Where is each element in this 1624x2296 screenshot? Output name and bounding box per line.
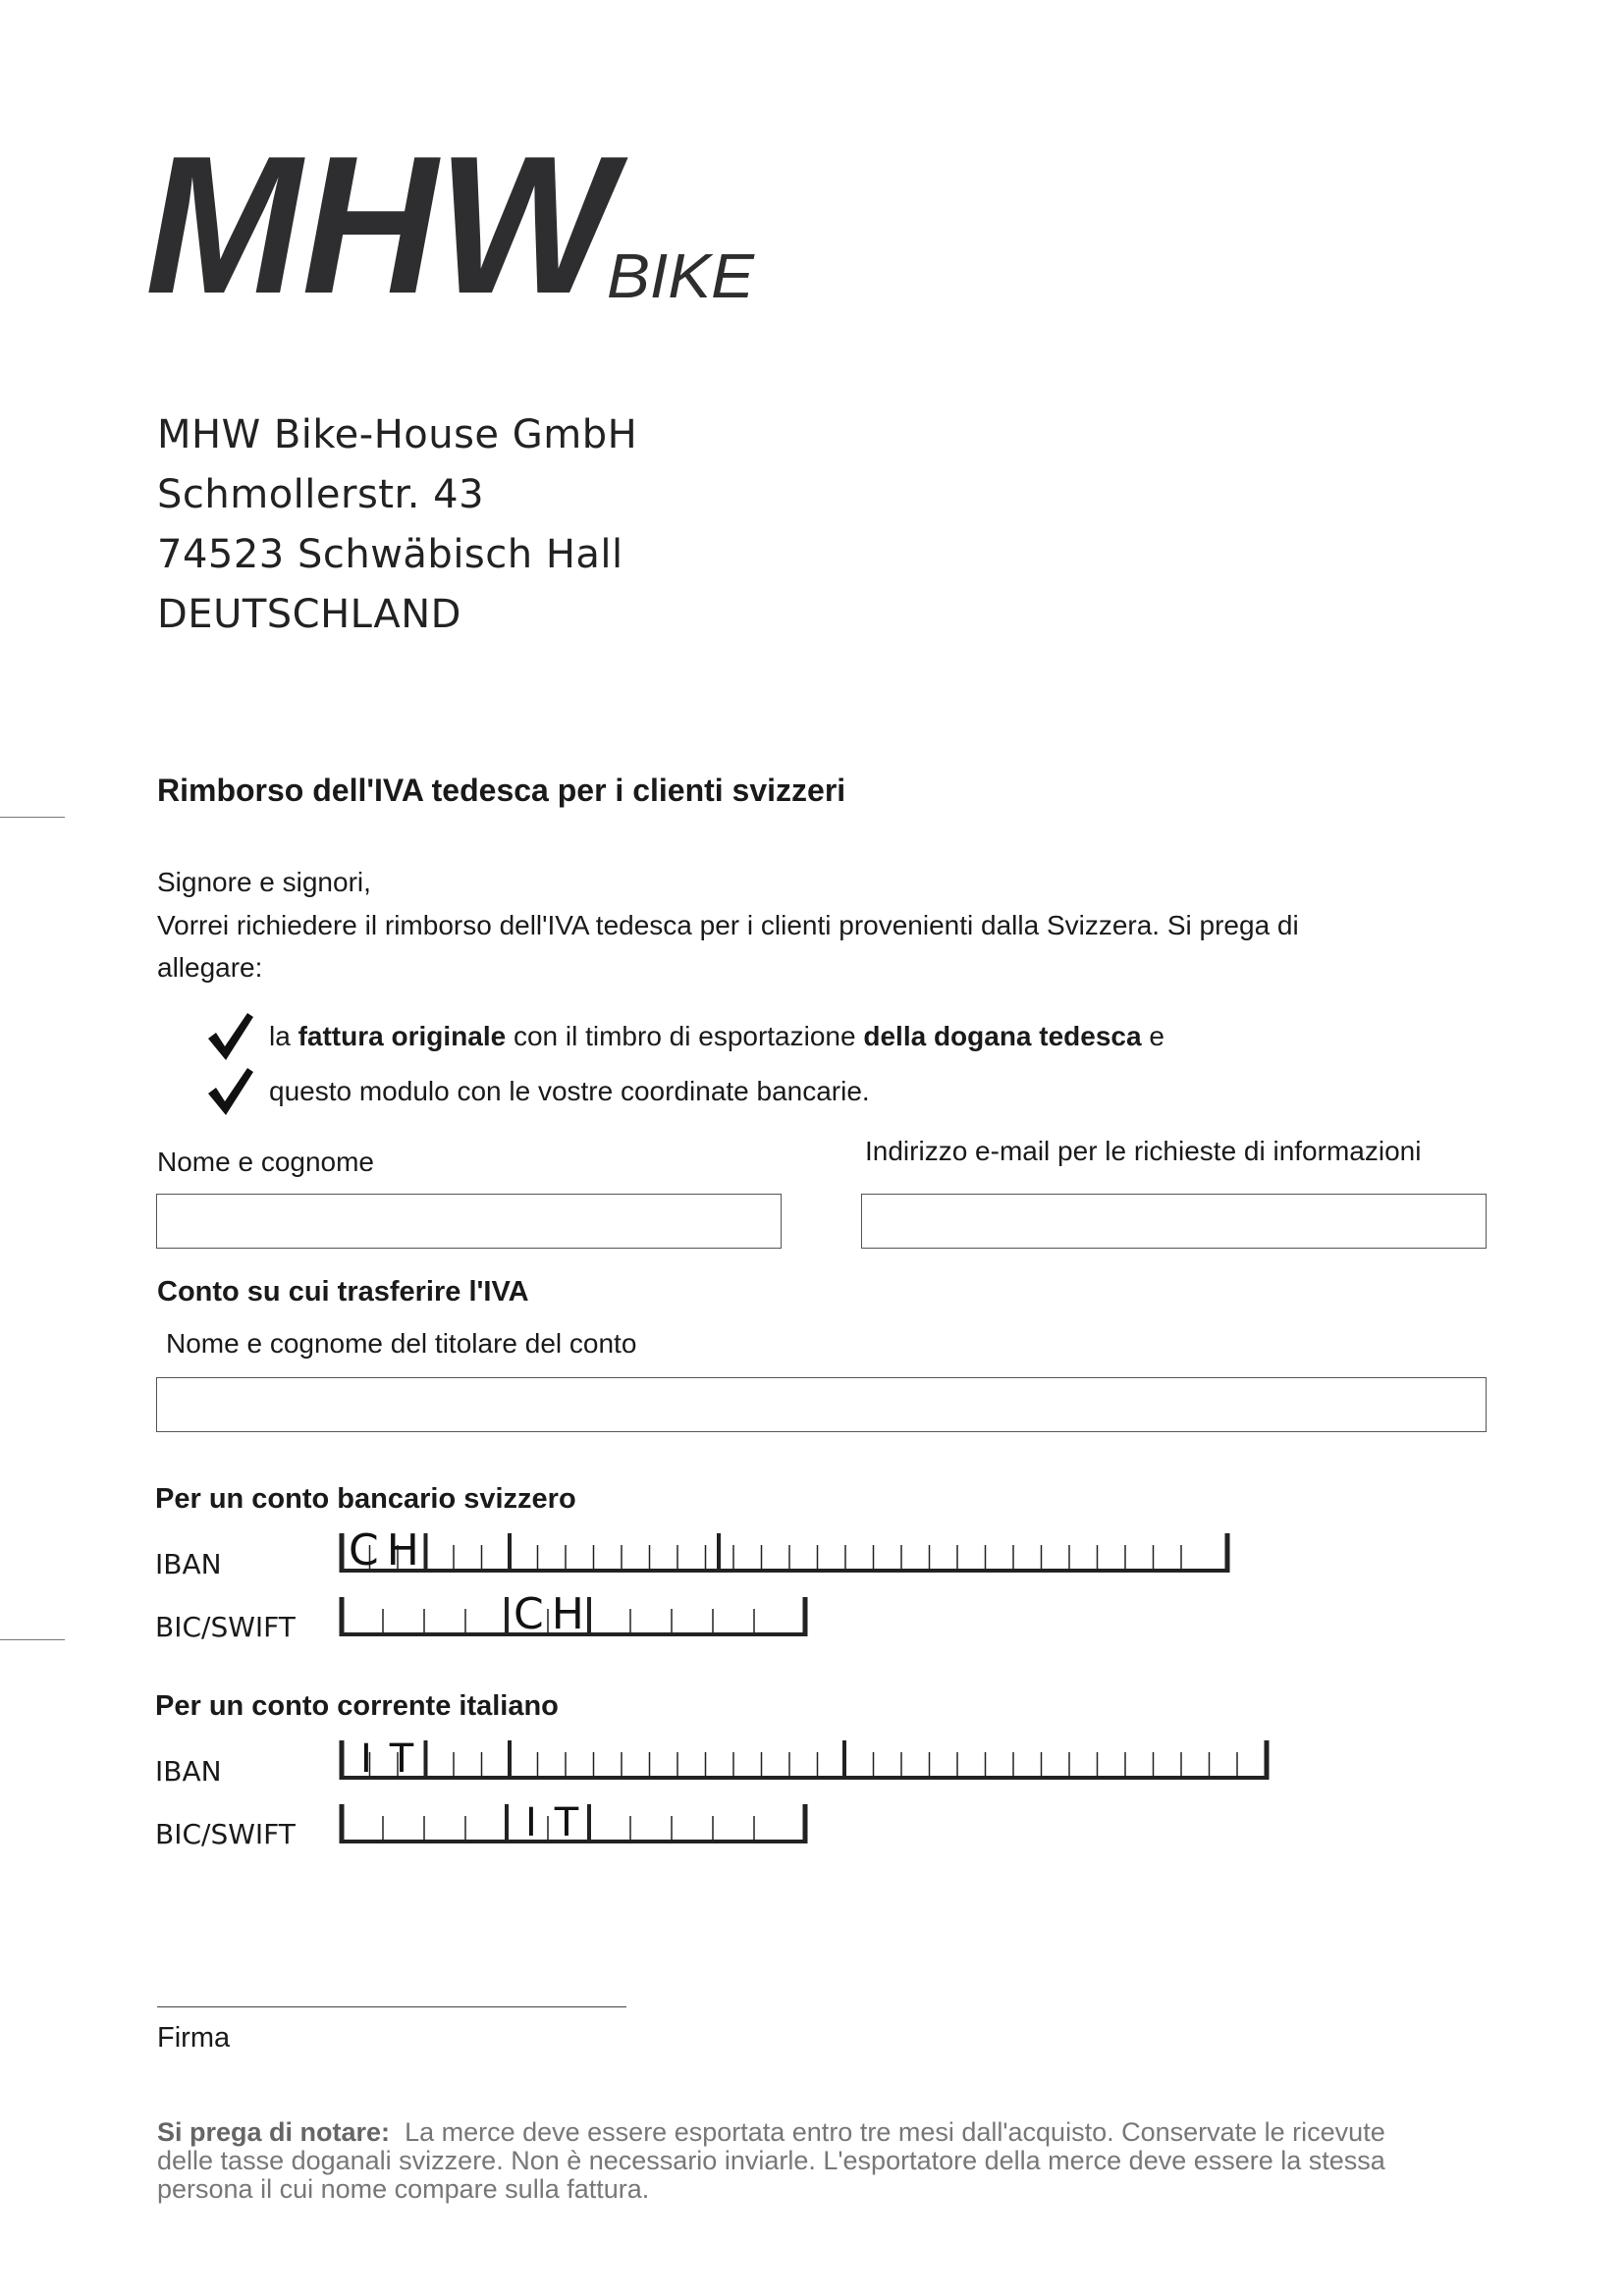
name-label: Nome e cognome — [157, 1147, 375, 1177]
checkmark-icon — [206, 1011, 255, 1062]
swiss-bic-country-code: CH — [514, 1589, 592, 1639]
greeting: Signore e signori, — [157, 867, 371, 897]
signature-label: Firma — [157, 2022, 231, 2054]
account-holder-label: Nome e cognome del titolare del conto — [166, 1328, 637, 1359]
note-text-3: persona il cui nome compare sulla fattura. — [157, 2174, 650, 2204]
swiss-bic-label: BIC/SWIFT — [155, 1611, 296, 1643]
fold-mark-bottom — [0, 1639, 65, 1640]
italian-iban-label: IBAN — [155, 1755, 222, 1788]
note-block — [157, 2118, 1453, 2204]
checklist-item-form: questo modulo con le vostre coordinate bancarie. — [206, 1066, 870, 1117]
name-field[interactable] — [156, 1194, 782, 1249]
intro-line-1: Vorrei richiedere il rimborso dell'IVA tedesca per i clienti provenienti dalla Svizzera. Si prega di — [157, 910, 1299, 940]
company-logo — [145, 145, 764, 302]
italian-account-heading: Per un conto corrente italiano — [155, 1690, 559, 1722]
italian-iban-comb-field[interactable] — [339, 1731, 1272, 1789]
logo-subtitle: BIKE — [607, 240, 756, 302]
address-line-street: Schmollerstr. 43 — [157, 472, 485, 517]
note-label: Si prega di notare: — [157, 2117, 391, 2147]
swiss-iban-label: IBAN — [155, 1548, 222, 1580]
swiss-iban-comb-field[interactable] — [339, 1523, 1232, 1582]
note-text-2: delle tasse doganali svizzere. Non è necessario inviarle. L'esportatore della merce deve essere la stessa — [157, 2146, 1385, 2175]
fold-mark-top — [0, 817, 65, 818]
swiss-account-heading: Per un conto bancario svizzero — [155, 1483, 576, 1515]
email-field[interactable] — [861, 1194, 1487, 1249]
italian-bic-label: BIC/SWIFT — [155, 1818, 296, 1850]
address-line-company: MHW Bike-House GmbH — [157, 412, 638, 457]
signature-line[interactable] — [157, 2006, 626, 2007]
form-title: Rimborso dell'IVA tedesca per i clienti svizzeri — [157, 773, 846, 808]
account-heading: Conto su cui trasferire l'IVA — [157, 1276, 529, 1308]
swiss-bic-comb-field[interactable] — [339, 1587, 810, 1646]
logo-wordmark: MHW — [145, 145, 629, 302]
italian-bic-country-code: IT — [525, 1800, 597, 1845]
email-label: Indirizzo e-mail per le richieste di informazioni — [865, 1136, 1422, 1166]
swiss-iban-prefix: CH — [349, 1525, 427, 1575]
address-line-city: 74523 Schwäbisch Hall — [157, 532, 623, 577]
note-text-1: La merce deve essere esportata entro tre mesi dall'acquisto. Conservate le ricevute — [405, 2117, 1385, 2147]
address-line-country: DEUTSCHLAND — [157, 592, 461, 637]
intro-line-2: allegare: — [157, 952, 263, 983]
checklist-item-invoice: la fattura originale con il timbro di esportazione della dogana tedesca e — [206, 1011, 1164, 1062]
checkmark-icon — [206, 1066, 255, 1117]
italian-bic-comb-field[interactable] — [339, 1794, 810, 1853]
italian-iban-prefix: IT — [360, 1736, 432, 1782]
account-holder-field[interactable] — [156, 1377, 1487, 1432]
